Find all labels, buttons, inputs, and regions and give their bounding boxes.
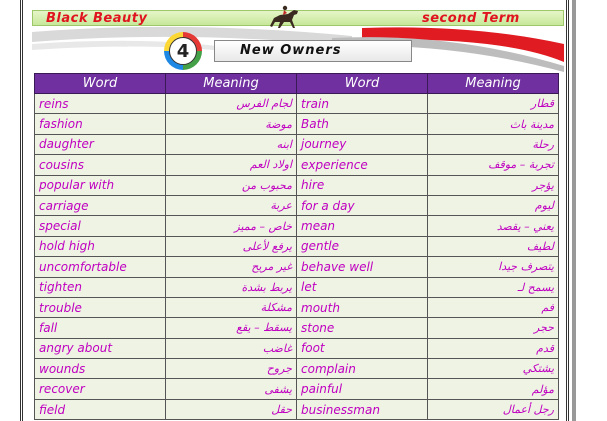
table-row bbox=[35, 257, 559, 277]
word-cell: hold high bbox=[35, 236, 166, 256]
vocabulary-table bbox=[34, 73, 559, 420]
word-cell: complain bbox=[297, 359, 428, 379]
meaning-cell: يسقط – يقع bbox=[166, 318, 297, 338]
word-cell: reins bbox=[35, 94, 166, 114]
word-cell: hire bbox=[297, 175, 428, 195]
word-cell: Bath bbox=[297, 114, 428, 134]
word-cell: mean bbox=[297, 216, 428, 236]
header-meaning-1: Meaning bbox=[166, 74, 297, 94]
header-word-1: Word bbox=[35, 74, 166, 94]
word-cell: train bbox=[297, 94, 428, 114]
word-cell: uncomfortable bbox=[35, 257, 166, 277]
meaning-cell: موضة bbox=[166, 114, 297, 134]
meaning-cell: يؤجر bbox=[428, 175, 559, 195]
word-cell: fashion bbox=[35, 114, 166, 134]
meaning-cell: خاص – مميز bbox=[166, 216, 297, 236]
header-meaning-2: Meaning bbox=[428, 74, 559, 94]
word-cell: journey bbox=[297, 134, 428, 154]
meaning-cell: يعني – يقصد bbox=[428, 216, 559, 236]
term-label: second Term bbox=[422, 11, 520, 26]
table-row bbox=[35, 399, 559, 419]
meaning-cell: لجام الفرس bbox=[166, 94, 297, 114]
lesson-number-badge bbox=[164, 32, 202, 70]
meaning-cell: مؤلم bbox=[428, 379, 559, 399]
word-cell: daughter bbox=[35, 134, 166, 154]
meaning-cell: مدينة باث bbox=[428, 114, 559, 134]
table-row bbox=[35, 94, 559, 114]
word-cell: trouble bbox=[35, 297, 166, 317]
meaning-cell: يسمح لـ bbox=[428, 277, 559, 297]
word-cell: popular with bbox=[35, 175, 166, 195]
meaning-cell: عربة bbox=[166, 195, 297, 215]
meaning-cell: يربط بشدة bbox=[166, 277, 297, 297]
table-row bbox=[35, 175, 559, 195]
meaning-cell: قدم bbox=[428, 338, 559, 358]
table-row bbox=[35, 338, 559, 358]
table-row bbox=[35, 236, 559, 256]
word-cell: wounds bbox=[35, 359, 166, 379]
page-shadow bbox=[572, 0, 576, 421]
meaning-cell: غاضب bbox=[166, 338, 297, 358]
word-cell: tighten bbox=[35, 277, 166, 297]
meaning-cell: يرفع لأعلى bbox=[166, 236, 297, 256]
meaning-cell: ليوم bbox=[428, 195, 559, 215]
word-cell: foot bbox=[297, 338, 428, 358]
lesson-number: 4 bbox=[169, 37, 197, 65]
table-header-row bbox=[35, 74, 559, 94]
word-cell: carriage bbox=[35, 195, 166, 215]
word-cell: mouth bbox=[297, 297, 428, 317]
meaning-cell: حجر bbox=[428, 318, 559, 338]
word-cell: special bbox=[35, 216, 166, 236]
table-row bbox=[35, 277, 559, 297]
word-cell: field bbox=[35, 399, 166, 419]
meaning-cell: تجربة – موقف bbox=[428, 155, 559, 175]
header-word-2: Word bbox=[297, 74, 428, 94]
word-cell: fall bbox=[35, 318, 166, 338]
word-cell: cousins bbox=[35, 155, 166, 175]
meaning-cell: جروح bbox=[166, 359, 297, 379]
table-row bbox=[35, 114, 559, 134]
word-cell: behave well bbox=[297, 257, 428, 277]
meaning-cell: اولاد العم bbox=[166, 155, 297, 175]
word-cell: experience bbox=[297, 155, 428, 175]
meaning-cell: رحلة bbox=[428, 134, 559, 154]
meaning-cell: قطار bbox=[428, 94, 559, 114]
table-row bbox=[35, 297, 559, 317]
word-cell: stone bbox=[297, 318, 428, 338]
word-cell: for a day bbox=[297, 195, 428, 215]
table-row bbox=[35, 318, 559, 338]
book-title: Black Beauty bbox=[46, 11, 148, 26]
meaning-cell: يتصرف جيدا bbox=[428, 257, 559, 277]
meaning-cell: غير مريح bbox=[166, 257, 297, 277]
word-cell: recover bbox=[35, 379, 166, 399]
meaning-cell: حقل bbox=[166, 399, 297, 419]
meaning-cell: لطيف bbox=[428, 236, 559, 256]
meaning-cell: ابنه bbox=[166, 134, 297, 154]
meaning-cell: يشفى bbox=[166, 379, 297, 399]
table-row bbox=[35, 359, 559, 379]
word-cell: gentle bbox=[297, 236, 428, 256]
table-row bbox=[35, 216, 559, 236]
word-cell: painful bbox=[297, 379, 428, 399]
table-row bbox=[35, 134, 559, 154]
meaning-cell: مشكلة bbox=[166, 297, 297, 317]
meaning-cell: محبوب من bbox=[166, 175, 297, 195]
table-row bbox=[35, 195, 559, 215]
meaning-cell: رجل أعمال bbox=[428, 399, 559, 419]
word-cell: let bbox=[297, 277, 428, 297]
meaning-cell: فم bbox=[428, 297, 559, 317]
table-row bbox=[35, 155, 559, 175]
word-cell: angry about bbox=[35, 338, 166, 358]
word-cell: businessman bbox=[297, 399, 428, 419]
lesson-title: New Owners bbox=[240, 43, 342, 58]
meaning-cell: يشتكي bbox=[428, 359, 559, 379]
table-row bbox=[35, 379, 559, 399]
